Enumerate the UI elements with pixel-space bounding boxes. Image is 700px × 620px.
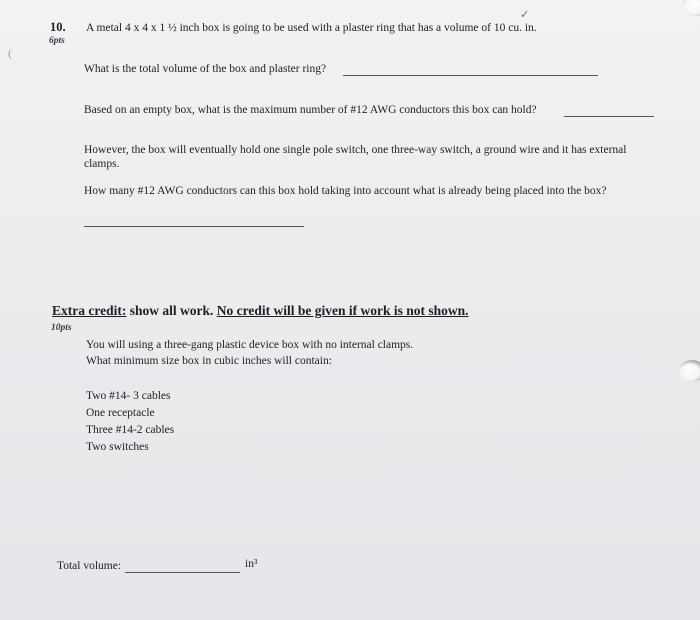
answer-line-max-conductors[interactable] [564, 116, 654, 117]
question-points: 6pts [49, 36, 65, 46]
total-volume-answer-line[interactable] [125, 572, 240, 573]
note-line-1: However, the box will eventually hold one single pole switch, one three-way switch, a ground wire and it has external [84, 144, 627, 156]
extra-credit-instruction: show all work. [126, 303, 217, 318]
subquestion-max-conductors: Based on an empty box, what is the maximum number of #12 AWG conductors this box can hold? [84, 104, 537, 116]
extra-credit-warning: No credit will be given if work is not shown. [216, 303, 469, 318]
pencil-mark: ( [8, 46, 12, 60]
subquestion-conductors-remaining: How many #12 AWG conductors can this box hold taking into account what is already being placed into the box? [84, 185, 607, 197]
check-mark: ✓ [520, 9, 530, 21]
list-item: Two switches [86, 441, 149, 453]
extra-credit-line-1: You will using a three-gang plastic device box with no internal clamps. [86, 339, 414, 351]
question-number: 10. [50, 20, 66, 34]
binder-hole-top [683, 0, 700, 16]
extra-credit-line-2: What minimum size box in cubic inches will contain: [86, 355, 332, 367]
list-item: One receptacle [86, 407, 155, 419]
list-item: Three #14-2 cables [86, 424, 175, 436]
extra-credit-heading [52, 303, 469, 319]
question-prompt: A metal 4 x 4 x 1 ½ inch box is going to be used with a plaster ring that has a volume of 10 cu. in. [86, 22, 537, 34]
extra-credit-label: Extra credit: [52, 303, 127, 318]
list-item: Two #14- 3 cables [86, 390, 171, 402]
binder-hole-middle [679, 360, 700, 382]
answer-line-total-volume[interactable] [343, 75, 598, 76]
note-line-2: clamps. [84, 158, 120, 170]
total-volume-unit: in³ [245, 558, 258, 570]
extra-credit-points: 10pts [51, 323, 72, 333]
answer-line-conductors-remaining[interactable] [84, 226, 304, 227]
subquestion-total-volume: What is the total volume of the box and plaster ring? [84, 63, 327, 75]
total-volume-label: Total volume: [57, 560, 122, 572]
